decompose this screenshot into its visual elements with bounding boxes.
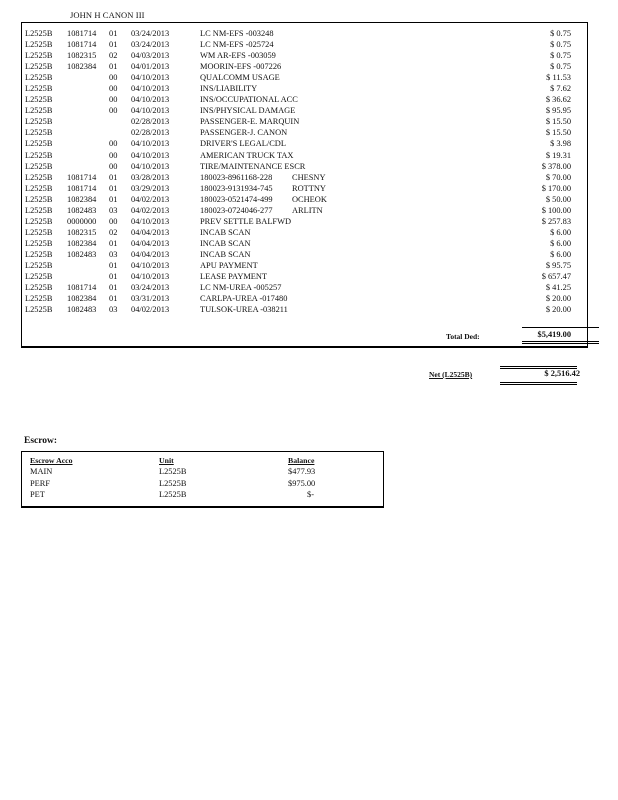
deduction-unit: L2525B (25, 294, 53, 304)
deduction-amount: $ 657.47 (541, 272, 571, 282)
deduction-seq: 00 (109, 139, 118, 149)
deduction-unit: L2525B (25, 172, 53, 182)
deduction-row (22, 150, 587, 161)
net-label: Net (L2525B) (429, 370, 473, 379)
deduction-description: LC NM-UREA -005257 (200, 283, 282, 293)
deduction-date: 04/10/2013 (131, 73, 170, 83)
deduction-seq: 00 (109, 161, 118, 171)
deduction-description: TULSOK-UREA -038211 (200, 305, 288, 315)
deduction-row (22, 28, 587, 39)
deduction-date: 02/28/2013 (131, 128, 170, 138)
deduction-seq: 00 (109, 84, 118, 94)
deduction-unit: L2525B (25, 95, 53, 105)
deduction-row (22, 50, 587, 61)
deduction-seq: 03 (109, 205, 118, 215)
deduction-description: LEASE PAYMENT (200, 272, 268, 282)
deduction-description: APU PAYMENT (200, 260, 258, 270)
deduction-amount: $ 50.00 (545, 194, 571, 204)
escrow-header-balance: Balance (288, 456, 315, 465)
deduction-date: 04/04/2013 (131, 227, 170, 237)
deduction-ref: 1081714 (67, 29, 97, 38)
deduction-unit: L2525B (25, 40, 53, 50)
deduction-date: 03/24/2013 (131, 29, 170, 38)
deduction-ref: 1082384 (67, 238, 97, 248)
deduction-row (22, 271, 587, 282)
escrow-row (22, 478, 383, 489)
deduction-seq: 00 (109, 216, 118, 226)
deduction-amount: $ 6.00 (550, 238, 571, 248)
deduction-amount: $ 6.00 (550, 227, 571, 237)
deduction-row (22, 172, 587, 183)
deduction-date: 04/10/2013 (131, 150, 170, 160)
deduction-unit: L2525B (25, 183, 53, 193)
deduction-unit: L2525B (25, 62, 53, 72)
escrow-account: PERF (30, 478, 51, 488)
deduction-description: INCAB SCAN (200, 238, 251, 248)
deduction-date: 04/02/2013 (131, 194, 170, 204)
deduction-amount: $ 70.00 (545, 172, 571, 182)
deduction-ref: 1081714 (67, 172, 97, 182)
deduction-unit: L2525B (25, 238, 53, 248)
escrow-row (22, 466, 383, 477)
deduction-row (22, 39, 587, 50)
escrow-balance: $477.93 (288, 467, 316, 477)
deduction-amount: $ 41.25 (545, 283, 571, 293)
deduction-row (22, 161, 587, 172)
escrow-balance: $975.00 (288, 478, 316, 488)
deduction-unit: L2525B (25, 283, 53, 293)
deduction-unit: L2525B (25, 205, 53, 215)
deduction-amount: $ 0.75 (550, 29, 571, 38)
deduction-description: 180023-0521474-499 (200, 194, 273, 204)
deduction-unit: L2525B (25, 227, 53, 237)
deduction-description: 180023-9131934-745 (200, 183, 273, 193)
deduction-description: 180023-0724046-277 (200, 205, 273, 215)
deduction-amount: $ 0.75 (550, 62, 571, 72)
deduction-row (22, 72, 587, 83)
deduction-amount: $ 20.00 (545, 305, 571, 315)
deduction-description: INS/LIABILITY (200, 84, 258, 94)
deduction-seq: 01 (109, 260, 118, 270)
deduction-amount: $ 7.62 (550, 84, 571, 94)
deduction-unit: L2525B (25, 29, 53, 38)
deduction-description: PREV SETTLE BALFWD (200, 216, 292, 226)
deduction-row (22, 216, 587, 227)
deduction-description: INS/PHYSICAL DAMAGE (200, 106, 296, 116)
net-amount: $ 2,516.42 (544, 369, 580, 378)
deduction-location: OCHEOK (292, 194, 327, 204)
deduction-date: 04/10/2013 (131, 272, 170, 282)
deduction-unit: L2525B (25, 51, 53, 61)
deduction-ref: 1082483 (67, 205, 97, 215)
escrow-table (21, 451, 384, 508)
deduction-description: WM AR-EFS -003059 (200, 51, 276, 61)
deduction-seq: 01 (109, 194, 118, 204)
deduction-unit: L2525B (25, 272, 53, 282)
deduction-seq: 01 (109, 272, 118, 282)
deduction-amount: $ 95.95 (545, 106, 571, 116)
deduction-date: 04/04/2013 (131, 249, 170, 259)
deduction-unit: L2525B (25, 150, 53, 160)
deduction-ref: 1082384 (67, 62, 97, 72)
deduction-row (22, 61, 587, 72)
deduction-date: 03/31/2013 (131, 294, 170, 304)
deduction-date: 04/04/2013 (131, 238, 170, 248)
deduction-location: CHESNY (292, 172, 326, 182)
deduction-unit: L2525B (25, 260, 53, 270)
deduction-row (22, 238, 587, 249)
deduction-ref: 1082384 (67, 294, 97, 304)
deduction-unit: L2525B (25, 194, 53, 204)
deduction-date: 04/02/2013 (131, 205, 170, 215)
escrow-unit: L2525B (159, 467, 187, 477)
net-rule-top-1 (500, 366, 577, 367)
deduction-amount: $ 257.83 (541, 216, 571, 226)
escrow-balance: $- (307, 490, 314, 500)
deduction-amount: $ 0.75 (550, 51, 571, 61)
deduction-amount: $ 170.00 (541, 183, 571, 193)
deduction-seq: 01 (109, 62, 118, 72)
deduction-unit: L2525B (25, 216, 53, 226)
deduction-row (22, 249, 587, 260)
deduction-location: ROTTNY (292, 183, 326, 193)
deduction-date: 04/10/2013 (131, 106, 170, 116)
deduction-seq: 01 (109, 172, 118, 182)
deduction-ref: 1082483 (67, 305, 97, 315)
escrow-header-unit: Unit (159, 456, 174, 465)
deduction-date: 04/10/2013 (131, 260, 170, 270)
deduction-unit: L2525B (25, 161, 53, 171)
deduction-unit: L2525B (25, 73, 53, 83)
deduction-date: 03/24/2013 (131, 40, 170, 50)
deduction-description: CARLPA-UREA -017480 (200, 294, 288, 304)
deduction-seq: 01 (109, 283, 118, 293)
deduction-unit: L2525B (25, 128, 53, 138)
deduction-date: 03/28/2013 (131, 172, 170, 182)
deduction-description: INS/OCCUPATIONAL ACC (200, 95, 298, 105)
total-rule-top (522, 327, 599, 328)
net-rule-bottom-2 (500, 384, 577, 385)
deduction-seq: 03 (109, 305, 118, 315)
deduction-ref: 1082483 (67, 249, 97, 259)
deduction-row (22, 183, 587, 194)
deduction-unit: L2525B (25, 249, 53, 259)
deduction-description: INCAB SCAN (200, 249, 251, 259)
deduction-date: 04/10/2013 (131, 84, 170, 94)
deduction-amount: $ 378.00 (541, 161, 571, 171)
deduction-description: PASSENGER-E. MARQUIN (200, 117, 300, 127)
escrow-account: MAIN (30, 467, 53, 477)
deduction-unit: L2525B (25, 106, 53, 116)
deduction-unit: L2525B (25, 117, 53, 127)
escrow-header-row (22, 455, 383, 466)
escrow-header-account: Escrow Acco (30, 456, 73, 465)
deduction-amount: $ 15.50 (545, 128, 571, 138)
deduction-row (22, 116, 587, 127)
deduction-row (22, 293, 587, 304)
escrow-title: Escrow: (24, 436, 58, 446)
deduction-description: 180023-8961168-228 (200, 172, 273, 182)
deduction-ref: 1081714 (67, 283, 97, 293)
deduction-date: 02/28/2013 (131, 117, 170, 127)
deduction-description: AMERICAN TRUCK TAX (200, 150, 294, 160)
deduction-amount: $ 20.00 (545, 294, 571, 304)
deduction-amount: $ 100.00 (541, 205, 571, 215)
deduction-ref: 1082315 (67, 227, 97, 237)
deduction-amount: $ 11.53 (546, 73, 571, 83)
deduction-seq: 00 (109, 73, 118, 83)
deduction-description: TIRE/MAINTENANCE ESCR (200, 161, 306, 171)
deduction-row (22, 227, 587, 238)
deduction-row (22, 127, 587, 138)
deduction-seq: 01 (109, 183, 118, 193)
deduction-amount: $ 15.50 (545, 117, 571, 127)
deduction-seq: 01 (109, 40, 118, 50)
deduction-ref: 1082315 (67, 51, 97, 61)
deduction-ref: 0000000 (67, 216, 97, 226)
deduction-row (22, 83, 587, 94)
deduction-date: 04/03/2013 (131, 51, 170, 61)
deduction-description: INCAB SCAN (200, 227, 251, 237)
deduction-unit: L2525B (25, 139, 53, 149)
deduction-date: 04/10/2013 (131, 139, 170, 149)
total-rule-double-1 (522, 341, 599, 342)
deduction-description: PASSENGER-J. CANON (200, 128, 288, 138)
deduction-seq: 00 (109, 95, 118, 105)
total-deductions-amount: $5,419.00 (537, 330, 571, 339)
deduction-amount: $ 19.31 (545, 150, 571, 160)
deductions-table (21, 22, 588, 348)
deduction-ref: 1082384 (67, 194, 97, 204)
deduction-seq: 01 (109, 238, 118, 248)
deduction-description: LC NM-EFS -025724 (200, 40, 274, 50)
deduction-seq: 00 (109, 106, 118, 116)
deduction-location: ARLITN (292, 205, 323, 215)
deduction-date: 04/10/2013 (131, 216, 170, 226)
deduction-seq: 00 (109, 150, 118, 160)
deduction-seq: 02 (109, 227, 118, 237)
deduction-row (22, 282, 587, 293)
deduction-row (22, 94, 587, 105)
deduction-amount: $ 6.00 (550, 249, 571, 259)
deduction-seq: 02 (109, 51, 118, 61)
escrow-unit: L2525B (159, 478, 187, 488)
deduction-description: LC NM-EFS -003248 (200, 29, 274, 38)
deduction-date: 03/24/2013 (131, 283, 170, 293)
deduction-amount: $ 95.75 (545, 260, 571, 270)
deductions-rows (22, 28, 587, 315)
deduction-seq: 01 (109, 29, 118, 38)
deduction-description: QUALCOMM USAGE (200, 73, 280, 83)
employee-name: JOHN H CANON III (70, 10, 145, 20)
deduction-amount: $ 0.75 (550, 40, 571, 50)
net-rule-bottom-1 (500, 382, 577, 383)
deduction-row (22, 194, 587, 205)
deduction-row (22, 304, 587, 315)
deduction-description: MOORIN-EFS -007226 (200, 62, 282, 72)
deduction-row (22, 205, 587, 216)
escrow-account: PET (30, 490, 45, 500)
deduction-amount: $ 36.62 (545, 95, 571, 105)
deduction-unit: L2525B (25, 84, 53, 94)
total-deductions-label: Total Ded: (446, 332, 480, 341)
deduction-date: 04/02/2013 (131, 305, 170, 315)
escrow-row (22, 489, 383, 500)
deduction-description: DRIVER'S LEGAL/CDL (200, 139, 286, 149)
deduction-amount: $ 3.98 (550, 139, 571, 149)
deduction-date: 04/10/2013 (131, 95, 170, 105)
deduction-seq: 01 (109, 294, 118, 304)
deduction-row (22, 105, 587, 116)
deduction-ref: 1081714 (67, 183, 97, 193)
escrow-unit: L2525B (159, 490, 187, 500)
deduction-ref: 1081714 (67, 40, 97, 50)
deduction-date: 04/01/2013 (131, 62, 170, 72)
deduction-date: 04/10/2013 (131, 161, 170, 171)
deduction-row (22, 138, 587, 149)
deduction-seq: 03 (109, 249, 118, 259)
deduction-date: 03/29/2013 (131, 183, 170, 193)
total-rule-double-2 (522, 343, 599, 344)
deduction-row (22, 260, 587, 271)
deduction-unit: L2525B (25, 305, 53, 315)
